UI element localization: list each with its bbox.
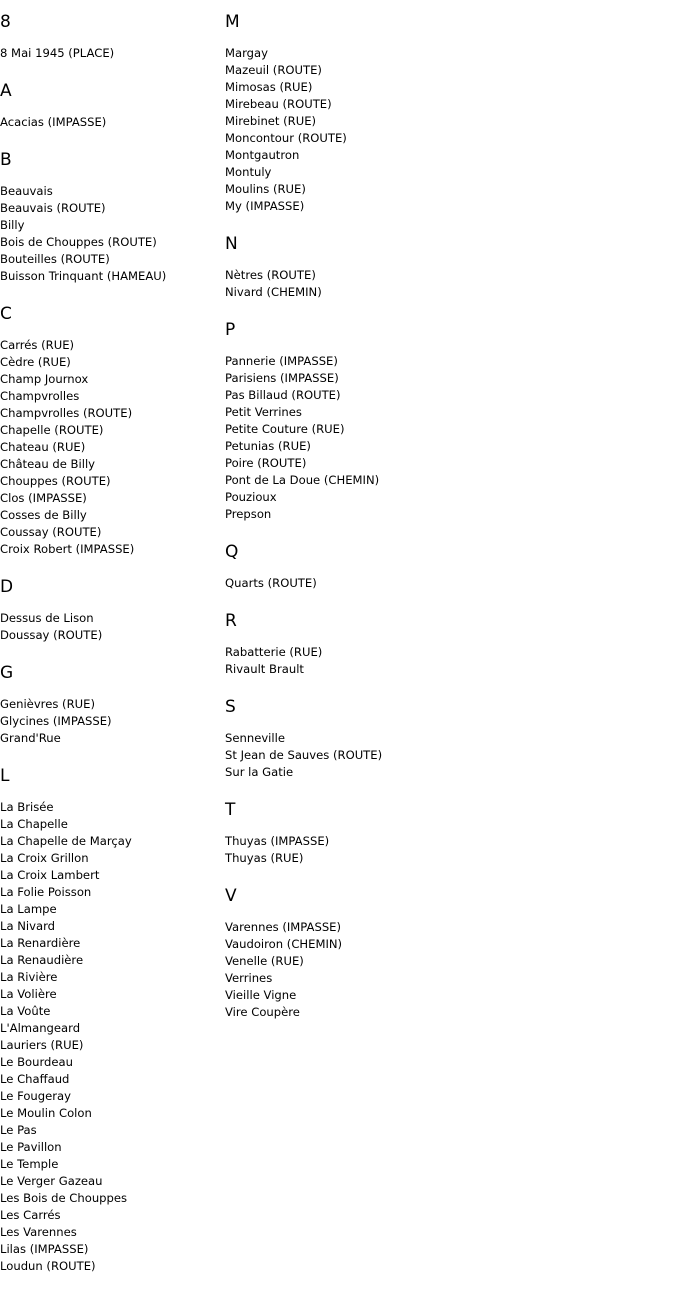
street-entry: Les Varennes	[0, 1225, 77, 1239]
street-entry: Le Temple	[0, 1157, 59, 1171]
letter-section	[225, 541, 525, 592]
street-entry: Chateau (RUE)	[0, 440, 86, 454]
street-entry: Parisiens (IMPASSE)	[225, 371, 339, 385]
street-entry: 8 Mai 1945 (PLACE)	[0, 46, 115, 60]
letter-section	[0, 662, 222, 747]
section-letter-heading: T	[225, 800, 236, 820]
street-entry: Thuyas (IMPASSE)	[225, 834, 330, 848]
street-entry: Petunias (RUE)	[225, 439, 311, 453]
street-entry: La Croix Grillon	[0, 851, 89, 865]
street-entry: Rivault Brault	[225, 662, 304, 676]
street-list	[225, 833, 525, 867]
street-entry: Rabatterie (RUE)	[225, 645, 323, 659]
street-entry: Poire (ROUTE)	[225, 456, 307, 470]
street-list	[225, 730, 525, 781]
street-entry: La Croix Lambert	[0, 868, 100, 882]
street-entry: Clos (IMPASSE)	[0, 491, 87, 505]
street-entry: Verrines	[225, 971, 273, 985]
street-entry: Champ Journox	[0, 372, 89, 386]
street-list	[225, 267, 525, 301]
street-entry: Prepson	[225, 507, 272, 521]
right-column	[225, 11, 525, 1039]
street-entry: La Chapelle de Marçay	[0, 834, 132, 848]
section-letter-heading: V	[225, 886, 237, 906]
street-entry: Mirebinet (RUE)	[225, 114, 317, 128]
street-entry: Varennes (IMPASSE)	[225, 920, 342, 934]
street-entry: Beauvais (ROUTE)	[0, 201, 106, 215]
street-entry: Chouppes (ROUTE)	[0, 474, 111, 488]
street-entry: Moncontour (ROUTE)	[225, 131, 347, 145]
left-column	[0, 11, 222, 1293]
street-list	[225, 919, 525, 1021]
street-entry: Montuly	[225, 165, 272, 179]
street-entry: Doussay (ROUTE)	[0, 628, 103, 642]
letter-section	[225, 11, 525, 215]
street-entry: Le Fougeray	[0, 1089, 71, 1103]
street-entry: La Renaudière	[0, 953, 84, 967]
street-list	[0, 610, 222, 644]
section-letter-heading: G	[0, 663, 14, 683]
street-entry: Glycines (IMPASSE)	[0, 714, 112, 728]
letter-section	[225, 233, 525, 301]
street-entry: Mirebeau (ROUTE)	[225, 97, 332, 111]
street-entry: Pouzioux	[225, 490, 277, 504]
street-list	[225, 644, 525, 678]
street-entry: Le Moulin Colon	[0, 1106, 92, 1120]
street-entry: Thuyas (RUE)	[225, 851, 304, 865]
street-entry: Petite Couture (RUE)	[225, 422, 345, 436]
letter-section	[0, 303, 222, 558]
street-entry: La Folie Poisson	[0, 885, 92, 899]
street-entry: Pont de La Doue (CHEMIN)	[225, 473, 380, 487]
street-entry: Dessus de Lison	[0, 611, 94, 625]
section-letter-heading: S	[225, 697, 236, 717]
letter-section	[225, 319, 525, 523]
street-entry: Le Pavillon	[0, 1140, 62, 1154]
section-letter-heading: Q	[225, 542, 239, 562]
street-entry: Lauriers (RUE)	[0, 1038, 84, 1052]
street-list	[0, 799, 222, 1275]
street-entry: Le Bourdeau	[0, 1055, 73, 1069]
street-entry: Nètres (ROUTE)	[225, 268, 316, 282]
street-entry: La Volière	[0, 987, 57, 1001]
street-entry: Buisson Trinquant (HAMEAU)	[0, 269, 167, 283]
street-entry: La Lampe	[0, 902, 57, 916]
street-entry: Pannerie (IMPASSE)	[225, 354, 338, 368]
street-entry: Moulins (RUE)	[225, 182, 306, 196]
section-letter-heading: C	[0, 304, 12, 324]
street-list	[0, 45, 222, 62]
street-entry: Sur la Gatie	[225, 765, 294, 779]
street-entry: Carrés (RUE)	[0, 338, 75, 352]
letter-section	[225, 696, 525, 781]
letter-section	[0, 80, 222, 131]
street-entry: Le Pas	[0, 1123, 37, 1137]
street-entry: Venelle (RUE)	[225, 954, 304, 968]
street-entry: Le Chaffaud	[0, 1072, 70, 1086]
street-entry: La Voûte	[0, 1004, 51, 1018]
street-entry: La Renardière	[0, 936, 81, 950]
section-letter-heading: P	[225, 320, 236, 340]
letter-section	[0, 11, 222, 62]
street-entry: Cèdre (RUE)	[0, 355, 71, 369]
street-list	[225, 45, 525, 215]
street-entry: Croix Robert (IMPASSE)	[0, 542, 135, 556]
street-list	[0, 696, 222, 747]
letter-section	[0, 576, 222, 644]
street-entry: Les Bois de Chouppes	[0, 1191, 128, 1205]
section-letter-heading: B	[0, 150, 12, 170]
section-letter-heading: R	[225, 611, 237, 631]
letter-section	[0, 765, 222, 1275]
street-entry: La Chapelle	[0, 817, 68, 831]
street-entry: Grand'Rue	[0, 731, 61, 745]
street-entry: Acacias (IMPASSE)	[0, 115, 107, 129]
letter-section	[225, 610, 525, 678]
street-entry: La Brisée	[0, 800, 54, 814]
street-entry: My (IMPASSE)	[225, 199, 305, 213]
street-entry: Champvrolles	[0, 389, 80, 403]
street-entry: Bouteilles (ROUTE)	[0, 252, 110, 266]
section-letter-heading: D	[0, 577, 14, 597]
section-letter-heading: A	[0, 81, 12, 101]
street-entry: Mimosas (RUE)	[225, 80, 313, 94]
street-entry: Vaudoiron (CHEMIN)	[225, 937, 343, 951]
street-entry: Quarts (ROUTE)	[225, 576, 317, 590]
street-entry: Champvrolles (ROUTE)	[0, 406, 133, 420]
street-entry: Cosses de Billy	[0, 508, 87, 522]
street-entry: La Rivière	[0, 970, 58, 984]
street-entry: Mazeuil (ROUTE)	[225, 63, 322, 77]
street-entry: L'Almangeard	[0, 1021, 81, 1035]
street-entry: Vire Coupère	[225, 1005, 300, 1019]
street-entry: Genièvres (RUE)	[0, 697, 95, 711]
street-entry: Loudun (ROUTE)	[0, 1259, 96, 1273]
street-entry: Margay	[225, 46, 268, 60]
section-letter-heading: N	[225, 234, 238, 254]
street-entry: Le Verger Gazeau	[0, 1174, 103, 1188]
street-entry: Nivard (CHEMIN)	[225, 285, 322, 299]
street-list	[0, 337, 222, 558]
letter-section	[0, 149, 222, 285]
street-entry: Vieille Vigne	[225, 988, 297, 1002]
street-entry: Pas Billaud (ROUTE)	[225, 388, 341, 402]
street-entry: Bois de Chouppes (ROUTE)	[0, 235, 157, 249]
street-entry: Petit Verrines	[225, 405, 302, 419]
street-entry: Chapelle (ROUTE)	[0, 423, 104, 437]
street-entry: Coussay (ROUTE)	[0, 525, 102, 539]
street-entry: Montgautron	[225, 148, 300, 162]
letter-section	[225, 885, 525, 1021]
street-list	[0, 114, 222, 131]
street-list	[225, 575, 525, 592]
section-letter-heading: L	[0, 766, 10, 786]
street-entry: Senneville	[225, 731, 285, 745]
street-list	[225, 353, 525, 523]
street-entry: La Nivard	[0, 919, 56, 933]
street-entry: Lilas (IMPASSE)	[0, 1242, 89, 1256]
section-letter-heading: 8	[0, 12, 11, 32]
street-list	[0, 183, 222, 285]
letter-section	[225, 799, 525, 867]
street-entry: St Jean de Sauves (ROUTE)	[225, 748, 383, 762]
street-entry: Château de Billy	[0, 457, 96, 471]
street-entry: Les Carrés	[0, 1208, 61, 1222]
section-letter-heading: M	[225, 12, 240, 32]
street-entry: Beauvais	[0, 184, 53, 198]
street-entry: Billy	[0, 218, 25, 232]
